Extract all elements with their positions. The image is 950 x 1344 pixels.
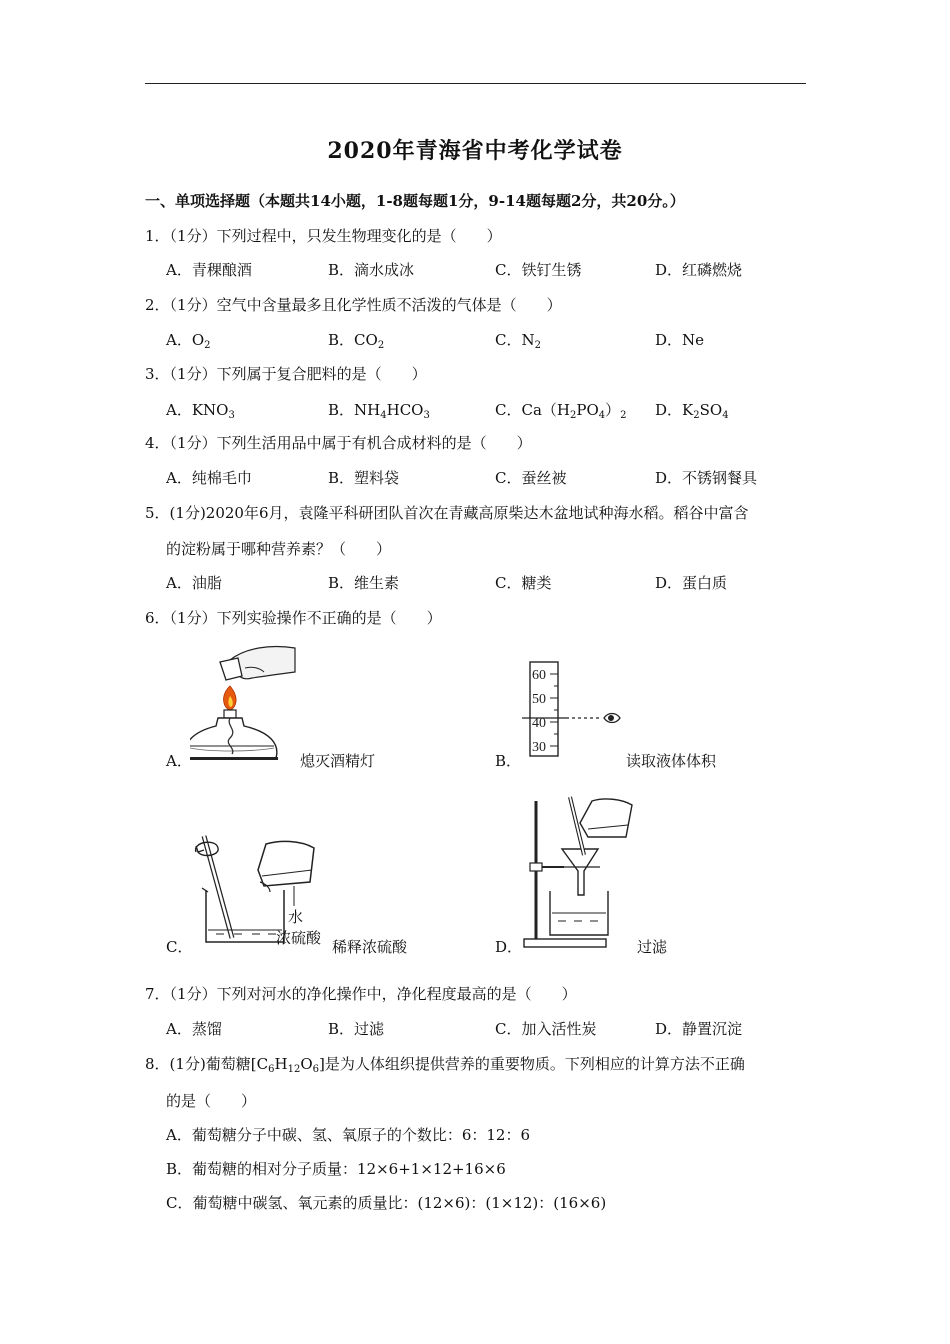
question-5-stem: 5．(1分)2020年6月，袁隆平科研团队首次在青藏高原柴达木盆地试种海水稻。稻谷中富含: [145, 504, 749, 522]
label-concentrated-acid: 浓硫酸: [276, 929, 322, 947]
q1-option-c[interactable]: C．铁钉生锈: [495, 261, 582, 279]
figure-alcohol-lamp: [190, 640, 300, 765]
q1-option-b[interactable]: B．滴水成冰: [328, 261, 415, 279]
q1-option-a[interactable]: A．青稞酿酒: [166, 261, 252, 279]
question-3-stem: 3．（1分）下列属于复合肥料的是（ ）: [145, 365, 427, 383]
question-6-stem: 6．（1分）下列实验操作不正确的是（ ）: [145, 609, 442, 627]
q8-option-b[interactable]: B．葡萄糖的相对分子质量：12×6+1×12+16×6: [166, 1160, 506, 1178]
q7-option-c[interactable]: C．加入活性炭: [495, 1020, 597, 1038]
q4-option-b[interactable]: B．塑料袋: [328, 469, 400, 487]
header-rule: [145, 83, 806, 84]
q5-option-c[interactable]: C．糖类: [495, 574, 552, 592]
cylinder-tick-30: 30: [532, 740, 546, 755]
q7-option-d[interactable]: D．静置沉淀: [655, 1020, 743, 1038]
q3-option-b[interactable]: B．$NH_4HCO_3$: [328, 401, 430, 421]
question-8-stem: 8．(1分)葡萄糖$[C_6H_{12}O_6]$是为人体组织提供营养的重要物质。下列相应的计算方法不正确: [145, 1055, 745, 1075]
figure-filtration: [520, 795, 640, 950]
label-water: 水: [288, 908, 304, 926]
q6-option-b[interactable]: B．: [495, 752, 522, 770]
q6-caption-c: 稀释浓硫酸: [332, 938, 408, 956]
q1-option-d[interactable]: D．红磷燃烧: [655, 261, 743, 279]
page-title: 2020年青海省中考化学试卷: [327, 138, 623, 164]
q2-option-a[interactable]: A．$O_2$: [166, 331, 211, 351]
q8-option-c[interactable]: C．葡萄糖中碳氢、氧元素的质量比：(12×6)：(1×12)：(16×6): [166, 1194, 607, 1212]
question-2-stem: 2．（1分）空气中含量最多且化学性质不活泼的气体是（ ）: [145, 296, 562, 314]
q5-option-d[interactable]: D．蛋白质: [655, 574, 728, 592]
q3-option-c[interactable]: C．$Ca(H_2PO_4)_2$: [495, 401, 627, 421]
figure-graduated-cylinder: [520, 660, 630, 760]
q4-option-c[interactable]: C．蚕丝被: [495, 469, 567, 487]
q6-caption-d: 过滤: [637, 938, 668, 956]
q6-option-d[interactable]: D．: [495, 938, 523, 956]
question-1-stem: 1．（1分）下列过程中，只发生物理变化的是（ ）: [145, 227, 502, 245]
question-7-stem: 7．（1分）下列对河水的净化操作中，净化程度最高的是（ ）: [145, 985, 577, 1003]
question-8-stem-continued: 的是（ ）: [166, 1092, 257, 1110]
cylinder-tick-40: 40: [532, 716, 546, 731]
q7-option-a[interactable]: A．蒸馏: [166, 1020, 222, 1038]
cylinder-tick-50: 50: [532, 692, 546, 707]
q4-option-d[interactable]: D．不锈钢餐具: [655, 469, 758, 487]
q5-option-b[interactable]: B．维生素: [328, 574, 400, 592]
q3-option-a[interactable]: A．$KNO_3$: [166, 401, 235, 421]
cylinder-tick-60: 60: [532, 668, 546, 683]
q6-option-c[interactable]: C．: [166, 938, 193, 956]
q8-option-a[interactable]: A．葡萄糖分子中碳、氢、氧原子的个数比：6：12：6: [166, 1126, 531, 1144]
q6-caption-b: 读取液体体积: [626, 752, 717, 770]
q5-option-a[interactable]: A．油脂: [166, 574, 222, 592]
q6-option-a[interactable]: A．: [166, 752, 192, 770]
figure-dilute-acid: [190, 830, 340, 950]
section-heading: 一、单项选择题（本题共14小题，1-8题每题1分，9-14题每题2分，共20分。）: [145, 192, 685, 210]
q2-option-c[interactable]: C．$N_2$: [495, 331, 541, 351]
q7-option-b[interactable]: B．过滤: [328, 1020, 385, 1038]
q2-option-b[interactable]: B．$CO_2$: [328, 331, 385, 351]
question-5-stem-continued: 的淀粉属于哪种营养素？（ ）: [166, 540, 392, 558]
question-4-stem: 4．（1分）下列生活用品中属于有机合成材料的是（ ）: [145, 434, 532, 452]
q6-caption-a: 熄灭酒精灯: [300, 752, 376, 770]
q4-option-a[interactable]: A．纯棉毛巾: [166, 469, 252, 487]
q3-option-d[interactable]: D．$K_2SO_4$: [655, 401, 729, 421]
q2-option-d[interactable]: D．Ne: [655, 331, 705, 349]
